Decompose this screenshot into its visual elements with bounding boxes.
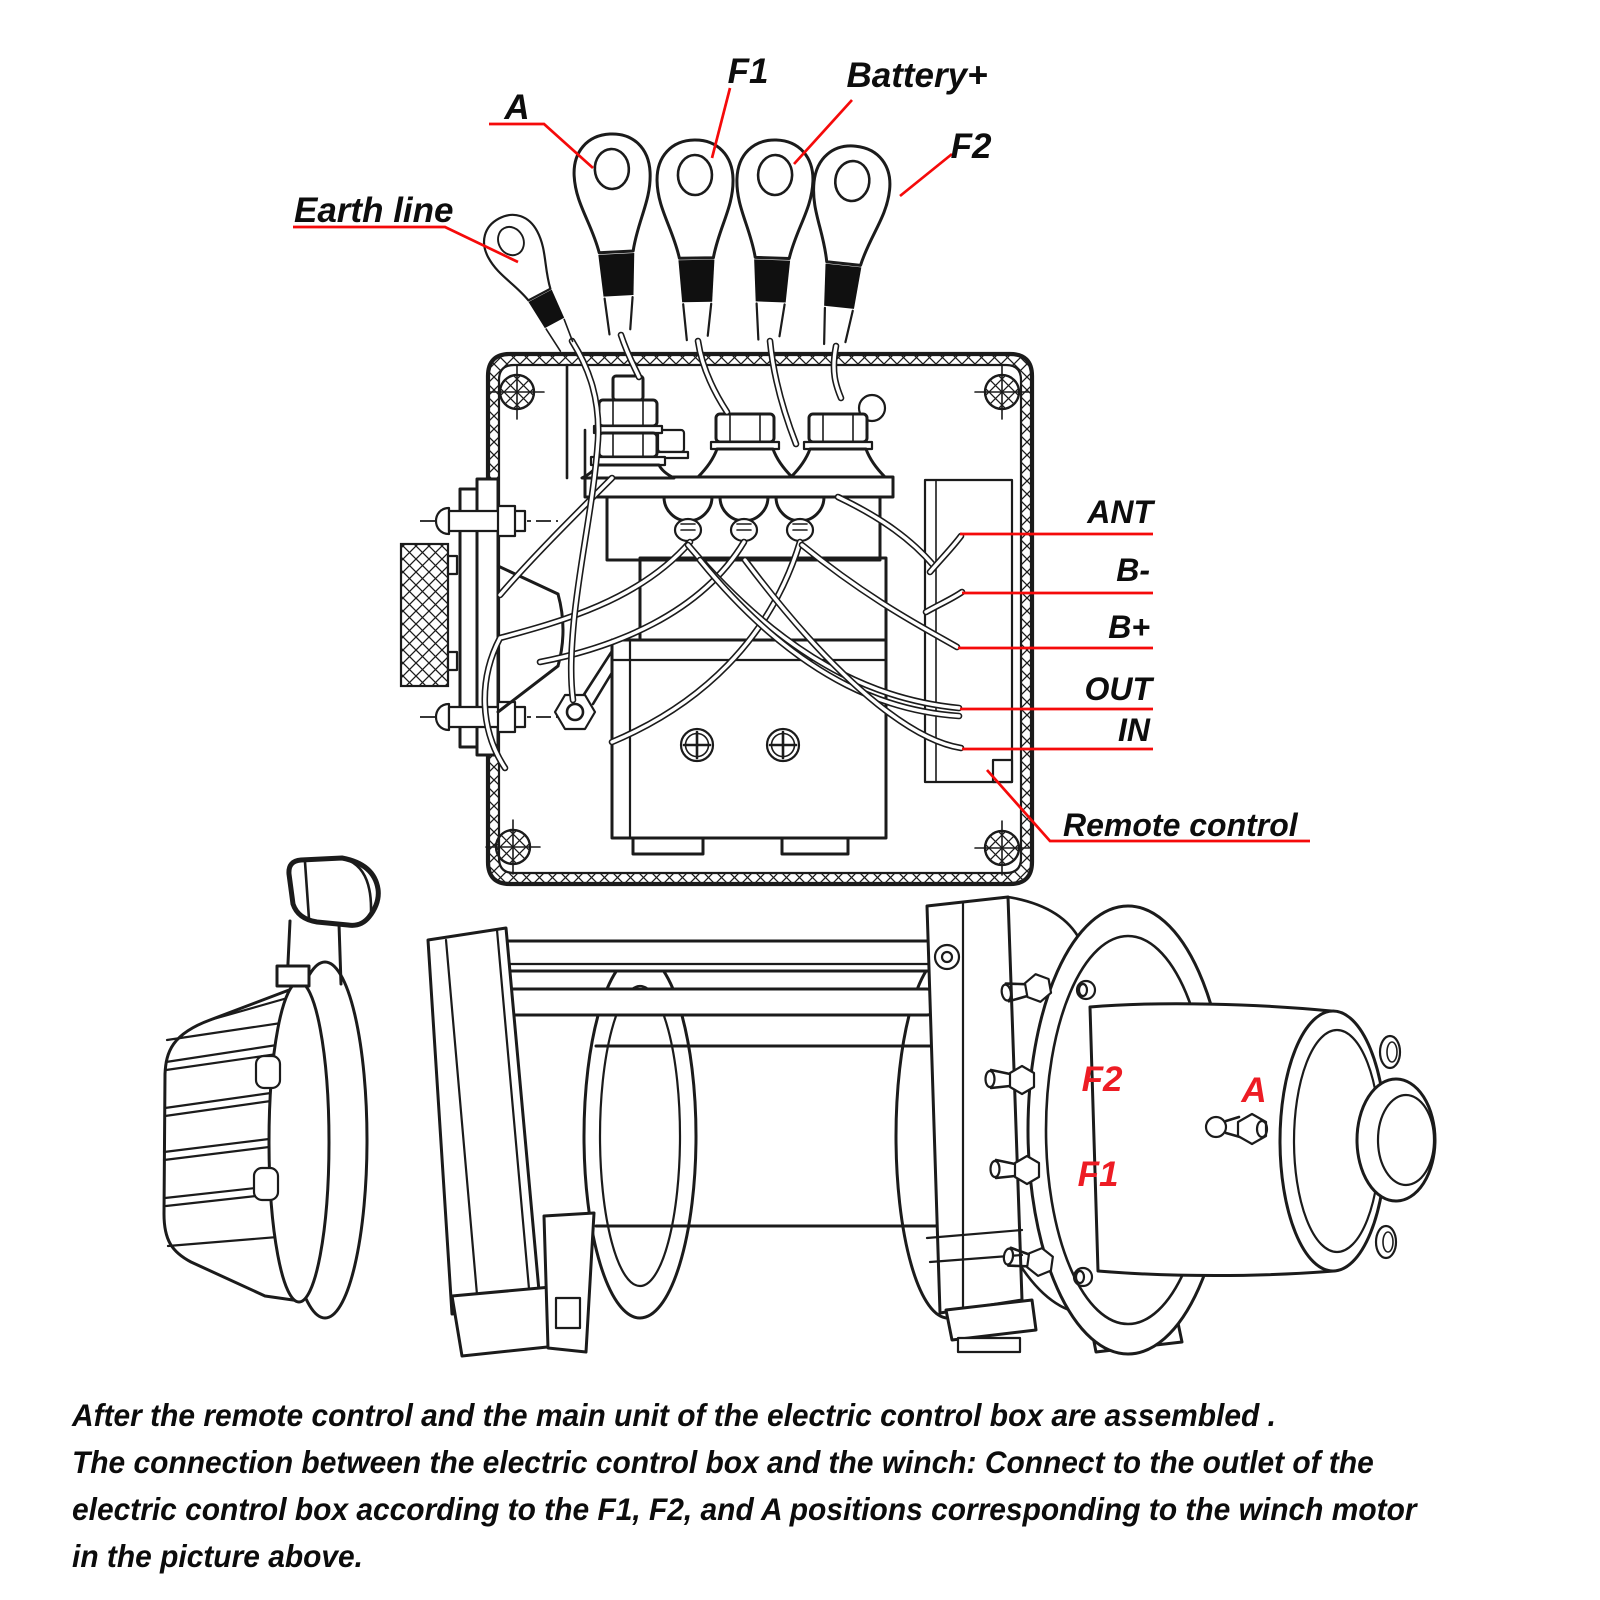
motor-label-f2: F2	[1081, 1060, 1123, 1099]
caption-line: After the remote control and the main unit of the electric control box are assembled .	[72, 1397, 1276, 1433]
rubber-grommet	[401, 544, 448, 686]
motor	[1090, 1004, 1435, 1276]
caption-line: The connection between the electric control box and the winch: Connect to the outlet of the	[72, 1444, 1374, 1480]
ring-terminal-earth	[474, 205, 592, 360]
caption	[72, 1392, 1417, 1580]
cover-screw	[681, 729, 713, 761]
terminal-stud-f2	[791, 414, 885, 477]
bracket-bolt	[420, 506, 558, 536]
cover-screw	[767, 729, 799, 761]
label-earth-line: Earth line	[294, 191, 454, 230]
motor-label-a: A	[1241, 1071, 1267, 1110]
leader-earth	[293, 227, 518, 262]
label-ant: ANT	[1087, 494, 1153, 530]
label-out: OUT	[1084, 671, 1152, 707]
ring-terminal-battery	[731, 139, 814, 342]
label-in: IN	[1118, 712, 1150, 748]
leader-f2	[900, 154, 952, 196]
caption-line: in the picture above.	[72, 1538, 363, 1574]
label-b-minus: B-	[1116, 552, 1150, 588]
solenoid-terminal	[675, 519, 813, 541]
label-battery-plus: Battery+	[846, 56, 988, 95]
caption-line: electric control box according to the F1, F2, and A positions corresponding to the winch motor	[72, 1491, 1417, 1527]
label-a: A	[504, 88, 530, 127]
tie-bars	[450, 941, 955, 1015]
ring-terminal-f1	[656, 139, 735, 340]
terminal-stud-battery	[698, 414, 792, 477]
label-f2: F2	[950, 127, 992, 166]
label-f1: F1	[727, 52, 769, 91]
motor-label-f1: F1	[1077, 1155, 1119, 1194]
solenoid-assembly	[585, 477, 893, 854]
control-box	[401, 335, 1032, 884]
label-b-plus: B+	[1108, 609, 1150, 645]
inner-panel-line	[567, 365, 585, 478]
remote-receiver	[925, 480, 1012, 782]
gearbox	[164, 962, 367, 1318]
label-remote-control: Remote control	[1063, 807, 1298, 843]
